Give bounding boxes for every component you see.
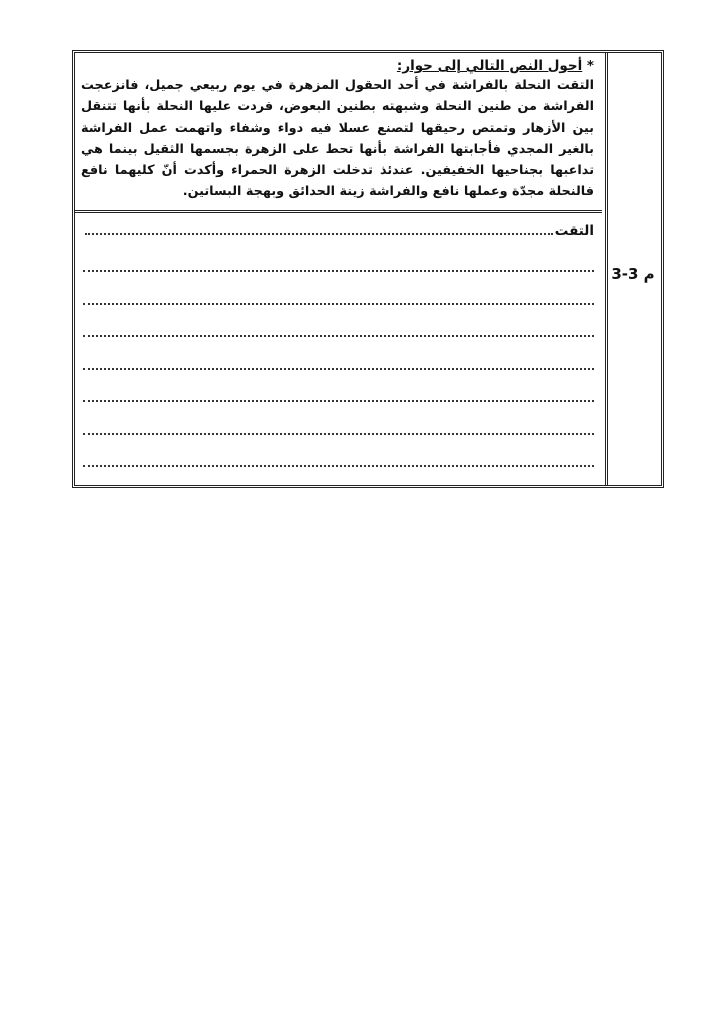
exercise-content <box>75 53 602 485</box>
instruction-text: أحول النص التالي إلى حوار: <box>396 58 583 74</box>
instruction-bullet: * <box>582 58 594 74</box>
question-code: م 3-3 <box>611 265 655 283</box>
passage-text: التقت النحلة بالفراشة في أحد الحقول المزهرة في يوم ربيعي جميل، فانزعجت الفراشة من طنين النحلة وشبهته بطنين البعوض، فردت عليها النحلة بأنها تتنقل بين الأزهار وتمتص رحيقها لتصنع عسلا فيه دواء وشفاء واتهمت عمل الفراشة بالغير المجدي فأجابتها الفراشة بأنها تحط على الزهرة بجسمها الثقيل بينما هي تداعبها بجناحيها الخفيفين. عندئذ تدخلت الزهرة الحمراء وأكدت أنّ كليهما نافع فالنحلة مجدّة وعملها نافع والفراشة زينة الحدائق وبهجة البساتين. <box>81 78 594 200</box>
answer-line-1-dots <box>85 233 553 235</box>
answer-line-3[interactable] <box>83 303 594 305</box>
exercise-table <box>72 50 664 488</box>
answer-line-5[interactable] <box>83 368 594 370</box>
answer-line-8[interactable] <box>83 465 594 467</box>
answer-section <box>75 213 602 485</box>
answer-line-6[interactable] <box>83 400 594 402</box>
answer-line-7[interactable] <box>83 433 594 435</box>
answer-start-word: التقت <box>554 223 594 239</box>
instruction <box>81 57 594 75</box>
answer-line-1[interactable] <box>85 219 594 239</box>
answer-line-2[interactable] <box>83 270 594 272</box>
answer-line-4[interactable] <box>83 335 594 337</box>
prompt-section <box>75 53 602 213</box>
question-code-cell <box>605 53 661 485</box>
